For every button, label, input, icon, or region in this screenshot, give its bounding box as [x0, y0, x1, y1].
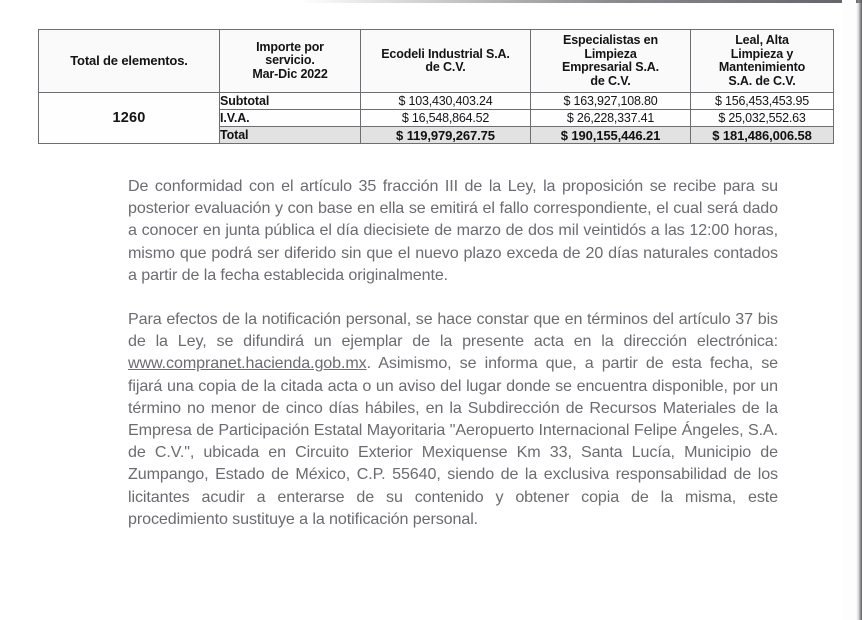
header-especialistas	[531, 30, 691, 93]
header-especialistas-line3: Empresarial S.A.	[562, 60, 659, 74]
scan-right-gutter	[842, 0, 856, 620]
row-label-total: Total	[220, 127, 361, 144]
row-label-subtotal: Subtotal	[220, 93, 361, 110]
header-leal-line4: S.A. de C.V.	[728, 73, 796, 88]
scan-top-edge	[300, 0, 862, 3]
paragraph-notificacion-rest: . Asimismo, se informa que, a partir de esta fecha, se fijará una copia de la citada acta o un aviso del lugar donde se encuentra disponible, por un término no menor de cinco días hábiles, en la Subdirección de Recursos Materiales de la Empresa de Participación Estatal Mayoritaria "Aeropuerto Internacional Felipe Ángeles, S.A. de C.V.", ubicada en Circuito Exterior Mexiquense Km 33, Santa Lucía, Municipio de Zumpango, Estado de México, C.P. 55640, siendo de la exclusiva responsabilidad de los licitantes acudir a enterarse de su contenido y obtener copia de la misma, este procedimiento sustituye a la notificación personal.	[128, 354, 778, 528]
cell-total-elementos-value: 1260	[39, 93, 220, 144]
cell-iva-especialistas: $ 26,228,337.41	[531, 110, 691, 127]
document-body-text	[128, 175, 778, 530]
paragraph-notificacion-personal	[128, 308, 778, 530]
paragraph-fallo-evaluacion: De conformidad con el artículo 35 fracción III de la Ley, la proposición se recibe para su posterior evaluación y con base en ella se emitirá el fallo correspondiente, el cual será dado a conocer en junta pública el día diecisiete de marzo de dos mil veintidós a las 12:00 horas, mismo que podrá ser diferido sin que el nuevo plazo exceda de 20 días naturales contados a partir de la fecha establecida originalmente.	[128, 177, 778, 284]
cell-total-ecodeli: $ 119,979,267.75	[361, 127, 531, 144]
header-importe-line3: Mar-Dic 2022	[252, 66, 328, 81]
header-especialistas-line1: Especialistas en	[563, 33, 658, 47]
row-label-iva: I.V.A.	[220, 110, 361, 127]
header-importe-servicio	[220, 30, 361, 93]
cell-subtotal-ecodeli: $ 103,430,403.24	[361, 93, 531, 110]
header-leal	[691, 30, 834, 93]
header-importe-line1: Importe por	[256, 39, 324, 54]
header-leal-line2: Limpieza y	[730, 46, 794, 61]
paragraph-notificacion-intro: Para efectos de la notificación personal, se hace constar que en términos del artículo 37 bis de la Ley, se difundirá un ejemplar de la presente acta en la dirección electrónica:	[128, 310, 778, 351]
header-total-elementos	[39, 30, 220, 93]
compranet-link[interactable]: www.compranet.hacienda.gob.mx	[128, 354, 367, 373]
table-header-row	[39, 30, 834, 93]
header-especialistas-line2: Limpieza	[584, 46, 637, 61]
cell-subtotal-especialistas: $ 163,927,108.80	[531, 93, 691, 110]
header-especialistas-line4: de C.V.	[590, 73, 631, 88]
header-importe-line2: servicio.	[265, 53, 315, 68]
header-ecodeli-line1: Ecodeli Industrial S.A.	[381, 46, 510, 61]
cell-total-leal: $ 181,486,006.58	[691, 127, 834, 144]
header-total-elementos-text: Total de elementos.	[70, 53, 188, 69]
header-ecodeli-line2: de C.V.	[425, 60, 466, 74]
cell-iva-leal: $ 25,032,552.63	[691, 110, 834, 127]
bids-comparison-table	[38, 29, 834, 144]
header-leal-line3: Mantenimiento	[718, 60, 806, 74]
table-row	[39, 93, 834, 110]
header-leal-line1: Leal, Alta	[735, 33, 789, 47]
cell-iva-ecodeli: $ 16,548,864.52	[361, 110, 531, 127]
cell-subtotal-leal: $ 156,453,453.95	[691, 93, 834, 110]
cell-total-especialistas: $ 190,155,446.21	[531, 127, 691, 144]
bids-comparison-table-container	[38, 29, 833, 144]
header-ecodeli	[361, 30, 531, 93]
scan-right-edge	[856, 0, 862, 620]
